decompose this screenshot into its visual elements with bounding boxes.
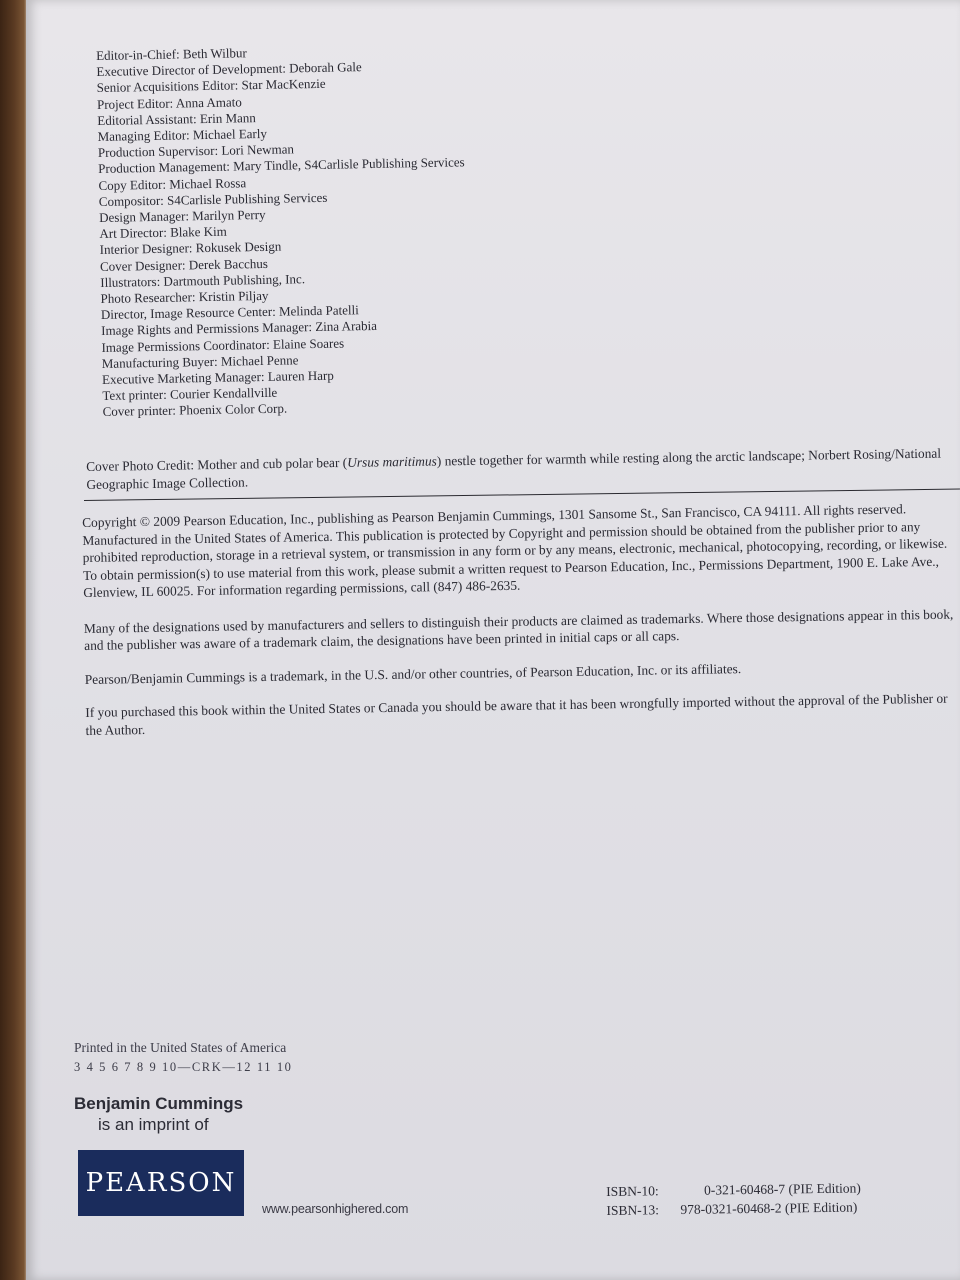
- isbn-value: 978-0321-60468-2 (PIE Edition): [680, 1199, 858, 1217]
- cover-photo-credit-source: ) nestle together for warmth while resting along the arctic landscape; Norbert Rosing/National Geographic Image Collection.: [86, 445, 942, 492]
- credit-line: Cover printer: Phoenix Color Corp.: [102, 401, 288, 420]
- pearson-logo: [78, 1150, 244, 1216]
- publisher-name: Benjamin Cummings: [74, 1094, 244, 1113]
- credit-line: Executive Marketing Manager: Lauren Harp: [101, 367, 334, 388]
- isbn-13-row: [606, 1197, 861, 1220]
- credit-line: Senior Acquisitions Editor: Star MacKenzie: [96, 76, 326, 96]
- legal-notices: [82, 499, 960, 755]
- pearson-logo-text: PEARSON: [85, 1168, 237, 1198]
- credit-line: Production Management: Mary Tindle, S4Carlisle Publishing Services: [98, 154, 465, 177]
- publisher-url: www.pearsonhighered.com: [262, 1202, 409, 1216]
- isbn-block: [606, 1178, 861, 1220]
- production-credits-list: [96, 40, 543, 421]
- species-name: Ursus maritimus: [347, 453, 437, 470]
- credit-line: Copy Editor: Michael Rossa: [98, 174, 247, 193]
- pearson-trademark-notice: Pearson/Benjamin Cummings is a trademark, in the U.S. and/or other countries, of Pearson Education, Inc. or its affiliates.: [84, 660, 742, 687]
- imprint-of-label: is an imprint of: [98, 1115, 209, 1134]
- printing-number-line: 3 4 5 6 7 8 9 10—CRK—12 11 10: [74, 1060, 293, 1074]
- imprint-statement: [74, 1093, 243, 1135]
- credit-line: Compositor: S4Carlisle Publishing Services: [98, 189, 328, 209]
- credit-line: Editor-in-Chief: Beth Wilbur: [96, 45, 247, 63]
- isbn-label: ISBN-10:: [606, 1183, 659, 1199]
- credit-line: Managing Editor: Michael Early: [97, 125, 268, 144]
- credit-line: Illustrators: Dartmouth Publishing, Inc.: [100, 271, 306, 290]
- credit-line: Manufacturing Buyer: Michael Penne: [101, 352, 299, 371]
- credit-line: Interior Designer: Rokusek Design: [99, 239, 282, 258]
- credit-line: Cover Designer: Derek Bacchus: [99, 255, 268, 274]
- credit-line: Image Rights and Permissions Manager: Zina Arabia: [101, 318, 378, 339]
- credit-line: Editorial Assistant: Erin Mann: [97, 109, 256, 128]
- credit-line: Executive Director of Development: Deborah Gale: [96, 59, 362, 80]
- credit-line: Design Manager: Marilyn Perry: [98, 206, 266, 226]
- credit-line: Art Director: Blake Kim: [99, 223, 227, 242]
- credit-line: Production Supervisor: Lori Newman: [97, 141, 295, 161]
- isbn-value: 0-321-60468-7 (PIE Edition): [704, 1180, 861, 1198]
- printed-in-country: Printed in the United States of America: [74, 1040, 287, 1055]
- isbn-label: ISBN-13:: [606, 1202, 660, 1218]
- copyright-notice: Copyright © 2009 Pearson Education, Inc., publishing as Pearson Benjamin Cummings, 1301 Sansome St., San Francisco, CA 94111. All rights reserved. Manufactured in the United States of America. This publication is protected by Copyright and permission should be obtained from the publisher prior to any prohibited reproduction, storage in a retrieval system, or transmission in any form or by any means, electronic, mechanical, photocopying, recording, or likewise. To obtain permission(s) to use material from this work, please submit a written request to Pearson Education, Inc., Permissions Department, 1900 E. Lake Ave., Glenview, IL 60025. For information regarding permissions, call (847) 486-2635.: [82, 501, 948, 600]
- credit-line: Image Permissions Coordinator: Elaine Soares: [101, 335, 345, 355]
- import-notice: If you purchased this book within the United States or Canada you should be aware that it has been wrongfully imported without the approval of the Publisher or the Author.: [85, 690, 948, 738]
- credit-line: Project Editor: Anna Amato: [96, 93, 242, 112]
- cover-photo-credit-text: Cover Photo Credit: Mother and cub polar bear (: [86, 454, 348, 474]
- credit-line: Director, Image Resource Center: Melinda Patelli: [100, 302, 359, 323]
- printing-info: [74, 1040, 293, 1075]
- credit-line: Photo Researcher: Kristin Piljay: [100, 287, 269, 307]
- trademark-designations-notice: Many of the designations used by manufacturers and sellers to distinguish their products are claimed as trademarks. Where those designations appear in this book, and the publisher was aware of a trademark claim, the designations have been printed in initial caps or all caps.: [83, 606, 954, 653]
- credit-line: Text printer: Courier Kendallville: [102, 385, 278, 404]
